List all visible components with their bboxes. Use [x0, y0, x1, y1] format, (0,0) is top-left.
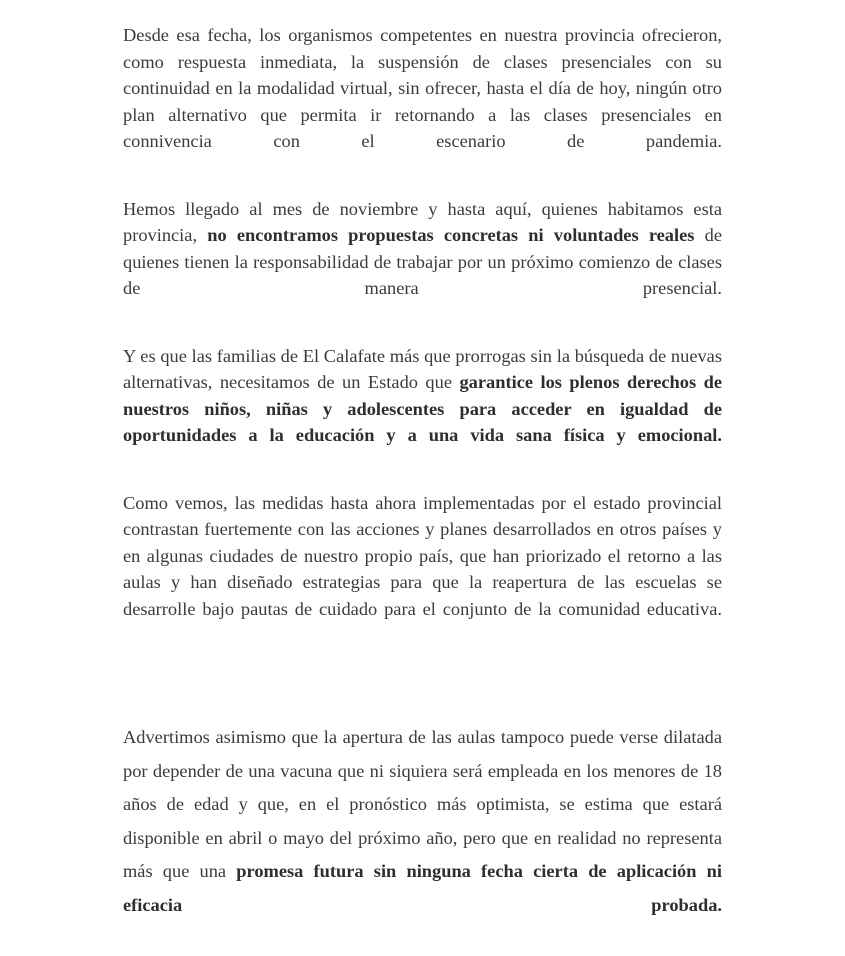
text-run: de quienes tienen la responsabilidad de trabajar por un próximo comienzo de clases de manera presencial.	[123, 225, 722, 299]
paragraph-2	[123, 196, 722, 329]
text-run: Como vemos, las medidas hasta ahora implementadas por el estado provincial contrastan fuertemente con las acciones y planes desarrollados en otros países y en algunas ciudades de nuestro propio país, que han priorizado el retorno a las aulas y han diseñado estrategias para que la reapertura de las escuelas se desarrolle bajo pautas de cuidado para el conjunto de la comunidad educativa.	[123, 492, 722, 619]
emphasis-run: no encontramos propuestas concretas ni voluntades reales	[207, 225, 695, 246]
text-run: Advertimos asimismo que la apertura de las aulas tampoco puede verse dilatada por depender de una vacuna que ni siquiera será empleada en los menores de 18 años de edad y que, en el pronóstico más optimista, se estima que estará disponible en abril o mayo del próximo año, pero que en realidad no representa más que una	[123, 727, 722, 882]
paragraph-4	[123, 490, 722, 650]
emphasis-run: promesa futura sin ninguna fecha cierta de aplicación ni eficacia probada.	[123, 861, 722, 916]
text-run: Desde esa fecha, los organismos competentes en nuestra provincia ofrecieron, como respuesta inmediata, la suspensión de clases presenciales con su continuidad en la modalidad virtual, sin ofrecer, hasta el día de hoy, ningún otro plan alternativo que permita ir retornando a las clases presenciales en connivencia con el escenario de pandemia.	[123, 25, 722, 152]
emphasis-run: garantice los plenos derechos de nuestros niños, niñas y adolescentes para acceder en igualdad de oportunidades a la educación y a una vida sana física y emocional.	[123, 372, 722, 446]
text-run: Y es que las familias de El Calafate más que prorrogas sin la búsqueda de nuevas alternativas, necesitamos de un Estado que	[123, 345, 722, 393]
paragraph-spacer	[123, 663, 722, 721]
paragraph-5	[123, 721, 722, 956]
text-run: Hemos llegado al mes de noviembre y hasta aquí, quienes habitamos esta provincia,	[123, 198, 722, 246]
document-text-column	[123, 22, 722, 956]
paragraph-1	[123, 22, 722, 182]
paragraph-3	[123, 343, 722, 476]
